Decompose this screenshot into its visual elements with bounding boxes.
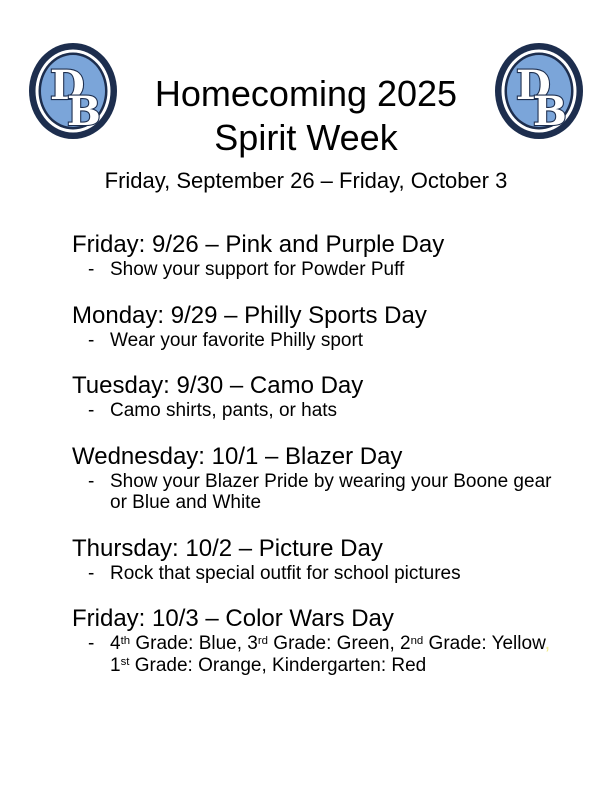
bullet-dash: -: [88, 633, 95, 654]
date-range: Friday, September 26 – Friday, October 3: [104, 168, 508, 193]
bullet-lines: [72, 330, 592, 352]
logo-letter-d: D: [50, 62, 85, 109]
page-title-line2: Spirit Week: [214, 117, 398, 158]
bullet-line: [72, 655, 592, 677]
bullet-lines: [72, 259, 592, 281]
bullet-line: [72, 259, 592, 281]
day-heading: Friday: 10/3 – Color Wars Day: [72, 605, 394, 632]
page-title: [0, 72, 612, 160]
bullet-lines: [72, 633, 592, 676]
bullet-dash: -: [88, 329, 95, 351]
bullet-text: or Blue and White: [110, 492, 262, 513]
logo-letter-b: B: [533, 88, 567, 135]
bullet-line: [72, 330, 592, 352]
bullet-dash: -: [88, 470, 95, 492]
bullet-text: Show your support for Powder Puff: [110, 259, 405, 280]
schedule: [72, 230, 592, 696]
bullet-text: Wear your favorite Philly sport: [110, 329, 364, 351]
bullet-dash: [88, 492, 110, 514]
logo-letter-b: B: [67, 88, 101, 135]
bullet-line: [72, 471, 592, 493]
bullet-lines: [72, 563, 592, 585]
spirit-day: [72, 604, 592, 676]
bullet-lines: [72, 400, 592, 422]
page-title-line1: Homecoming 2025: [154, 73, 458, 114]
bullet-line: [72, 400, 592, 422]
spirit-day: [72, 230, 592, 281]
day-heading: Friday: 9/26 – Pink and Purple Day: [72, 231, 445, 258]
bullet-dash: -: [88, 259, 95, 280]
bullet-dash: [88, 655, 110, 677]
spirit-day: [72, 371, 592, 422]
bullet-dash: -: [88, 562, 95, 584]
bullet-text: Show your Blazer Pride by wearing your Boone gear: [110, 470, 552, 492]
bullet-text: Camo shirts, pants, or hats: [110, 400, 338, 421]
bullet-text: 1st Grade: Orange, Kindergarten: Red: [110, 654, 427, 676]
spirit-day: [72, 301, 592, 352]
day-heading: Tuesday: 9/30 – Camo Day: [72, 372, 364, 399]
bullet-text: 4th Grade: Blue, 3rd Grade: Green, 2nd Grade: Yellow,: [110, 633, 551, 654]
bullet-lines: [72, 471, 592, 514]
bullet-dash: -: [88, 400, 95, 421]
bullet-line: [72, 633, 592, 655]
bullet-text: Rock that special outfit for school pictures: [110, 562, 461, 584]
day-heading: Thursday: 10/2 – Picture Day: [72, 534, 383, 562]
bullet-line: [72, 563, 592, 585]
spirit-day: [72, 534, 592, 585]
day-heading: Wednesday: 10/1 – Blazer Day: [72, 442, 403, 470]
day-heading: Monday: 9/29 – Philly Sports Day: [72, 301, 427, 329]
logo-letter-d: D: [516, 62, 551, 109]
bullet-line: [72, 492, 592, 514]
spirit-day: [72, 442, 592, 514]
